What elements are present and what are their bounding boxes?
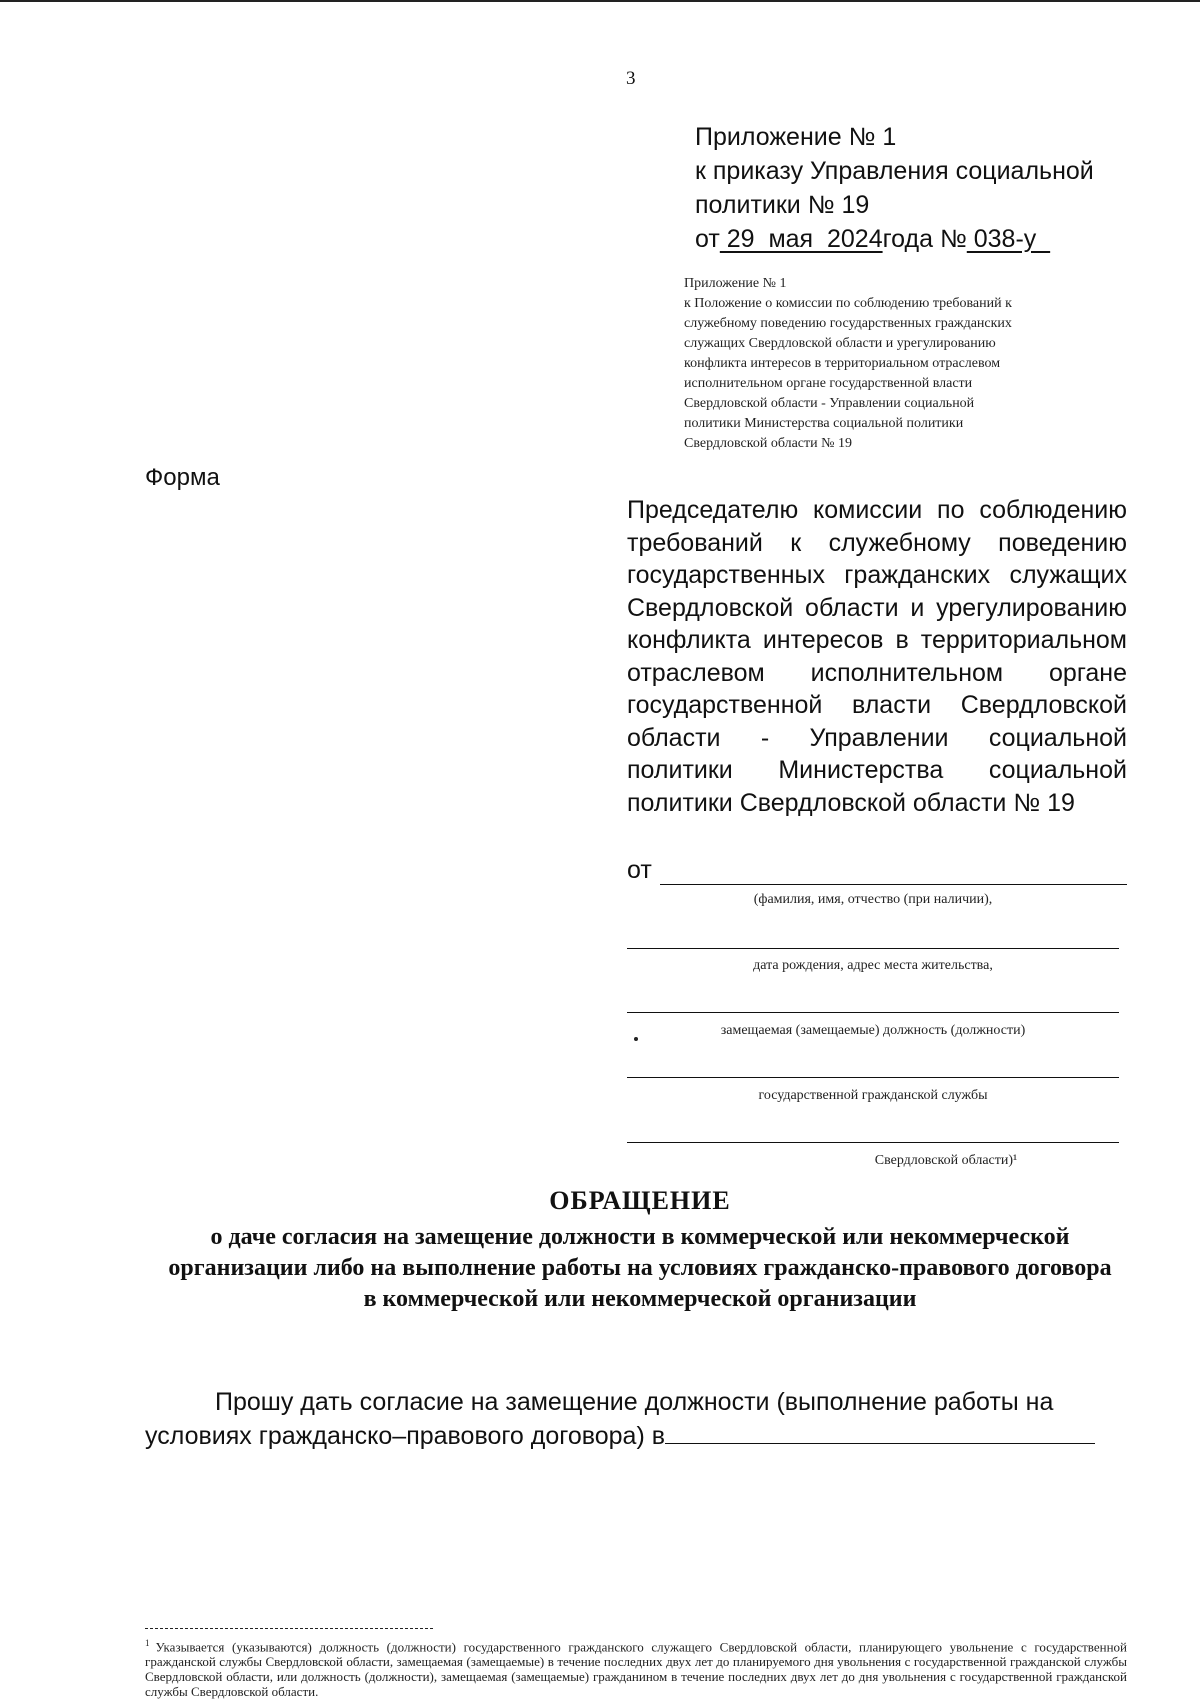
date-middle: года № [882, 225, 967, 253]
order-number: 038-у [966, 225, 1051, 253]
footnote [145, 1636, 1127, 1699]
regulation-line: к Положение о комиссии по соблюдению требований к [684, 296, 1012, 311]
appendix-header [695, 120, 1094, 256]
scan-dot [634, 1037, 638, 1041]
footnote-mark: 1 [145, 1638, 150, 1648]
page-number: 3 [626, 68, 636, 89]
request-line-2 [145, 1419, 1127, 1453]
footnote-text: Указывается (указываются) должность (должности) государственного гражданского служащего Свердловской области, планирующего увольнение с государственной гражданской службы Свердловской области, замещаемая (замещаемые) в течение последних двух лет до планируемого дня увольнения с государственной гражданской службы Свердловской области, или должность (должности), замещаемая (замещаемые) гражданином в течение последних двух лет до дня увольнения с государственной гражданской службы Свердловской области. [145, 1639, 1127, 1699]
regulation-line: исполнительном органе государственной власти [684, 376, 973, 391]
regulation-reference [684, 274, 1124, 454]
service-input-line[interactable] [627, 1077, 1119, 1078]
appendix-line-3: политики № 19 [695, 191, 870, 219]
appendix-date-line [695, 222, 1094, 256]
form-label: Форма [145, 464, 220, 491]
region-input-line[interactable] [627, 1142, 1119, 1143]
appendix-line-2: к приказу Управления социальной [695, 157, 1094, 185]
from-field-row [627, 856, 1127, 885]
date-prefix: от [695, 225, 720, 253]
regulation-line: конфликта интересов в территориальном отраслевом [684, 356, 1001, 371]
scan-edge [0, 0, 1200, 2]
birth-input-line[interactable] [627, 948, 1119, 949]
regulation-line: Приложение № 1 [684, 276, 787, 291]
regulation-line: служащих Свердловской области и урегулированию [684, 336, 996, 351]
position-caption: замещаемая (замещаемые) должность (должности) [720, 1023, 1026, 1038]
fio-caption: (фамилия, имя, отчество (при наличии), [753, 892, 993, 907]
document-title: ОБРАЩЕНИЕ [549, 1186, 731, 1215]
regulation-line: служебному поведению государственных гражданских [684, 316, 1012, 331]
organization-input-line[interactable] [665, 1419, 1095, 1444]
position-input-line[interactable] [627, 1012, 1119, 1013]
request-line-2-text: условиях гражданско–правового договора) в [145, 1422, 665, 1450]
footnote-separator [145, 1628, 433, 1629]
service-caption: государственной гражданской службы [758, 1088, 988, 1103]
region-caption: Свердловской области)¹ [874, 1153, 1018, 1168]
regulation-line: Свердловской области - Управлении социальной [684, 396, 975, 411]
regulation-line: Свердловской области № 19 [684, 436, 852, 451]
fio-input-line[interactable] [660, 860, 1127, 885]
document-subtitle: о даче согласия на замещение должности в коммерческой или некоммерческой организации либо на выполнение работы на условиях гражданско-правового договора в коммерческой или некоммерческой организации [168, 1224, 1112, 1312]
addressee-block: Председателю комиссии по соблюдению требований к служебному поведению государственных гражданских служащих Свердловской области и урегулированию конфликта интересов в территориальном отраслевом исполнительном органе государственной власти Свердловской области - Управлении социальной политики Министерства социальной политики Свердловской области № 19 [627, 496, 1127, 817]
request-paragraph [145, 1386, 1127, 1453]
request-line-1: Прошу дать согласие на замещение должности (выполнение работы на [215, 1388, 1054, 1416]
order-date: 29 мая 2024 [719, 225, 883, 253]
appendix-line-1: Приложение № 1 [695, 123, 897, 151]
from-label: от [627, 856, 652, 884]
regulation-line: политики Министерства социальной политики [684, 416, 964, 431]
birth-caption: дата рождения, адрес места жительства, [753, 958, 993, 973]
